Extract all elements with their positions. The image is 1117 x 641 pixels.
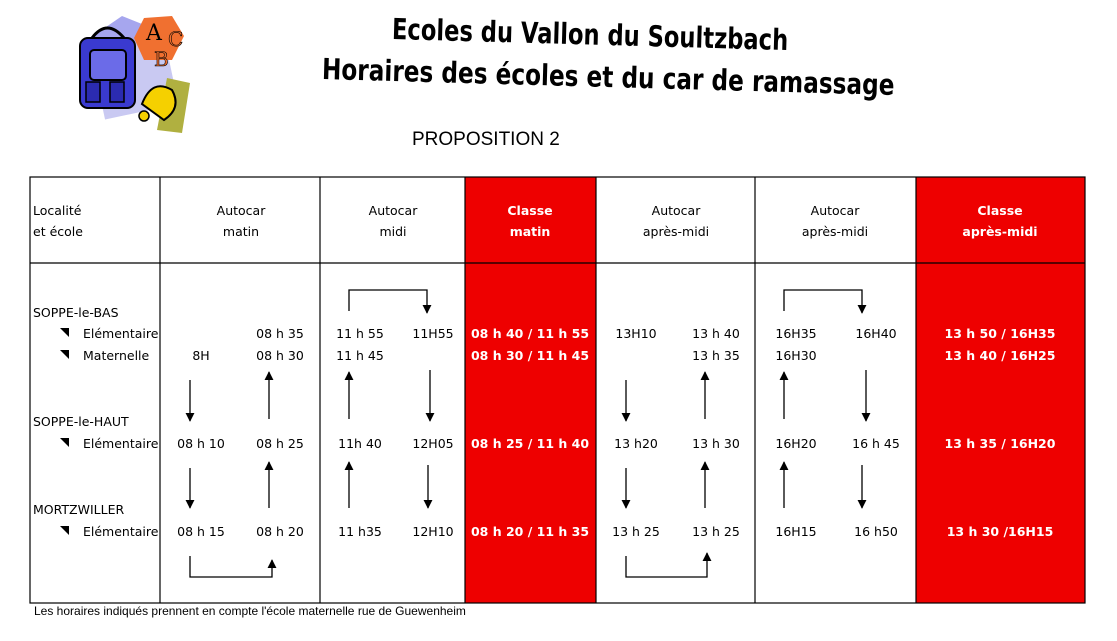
time-cell: 16H30	[775, 348, 817, 363]
time-cell: 11 h 55	[336, 326, 384, 341]
school-elementaire: Elémentaire	[83, 326, 159, 341]
header-autocar-midi-sub: midi	[379, 224, 407, 239]
svg-text:C: C	[168, 27, 184, 51]
time-cell: 08 h 10	[177, 436, 225, 451]
time-cell: 11 h35	[338, 524, 382, 539]
time-cell: 12H05	[412, 436, 454, 451]
time-cell: 08 h 35	[256, 326, 304, 341]
header-autocar-apres-midi-1: Autocar	[651, 203, 701, 218]
header-classe-matin-sub: matin	[509, 224, 551, 239]
time-cell: 13 h20	[614, 436, 658, 451]
class-time-cell: 13 h 40 / 16H25	[944, 348, 1056, 363]
time-cell: 13H10	[615, 326, 657, 341]
header-classe-apres-midi: Classe	[977, 203, 1023, 218]
header-autocar-midi: Autocar	[368, 203, 418, 218]
header-autocar-apres-midi-1-sub: après-midi	[642, 224, 710, 239]
school-elementaire: Elémentaire	[83, 524, 159, 539]
svg-text:A: A	[146, 21, 162, 46]
main-title: Ecoles du Vallon du Soultzbach	[391, 12, 789, 58]
time-cell: 08 h 20	[256, 524, 304, 539]
class-time-cell: 13 h 50 / 16H35	[944, 326, 1056, 341]
header-classe-apres-midi-sub: après-midi	[962, 224, 1038, 239]
time-cell: 16 h 45	[852, 436, 900, 451]
time-cell: 13 h 25	[692, 524, 740, 539]
locality-soppe-le-bas: SOPPE-le-BAS	[33, 305, 119, 320]
classe-apres-midi-column	[916, 177, 1085, 603]
time-cell: 13 h 40	[692, 326, 740, 341]
time-cell: 11H55	[412, 326, 454, 341]
header-autocar-matin-sub: matin	[222, 224, 260, 239]
bullet-icon	[60, 438, 69, 447]
header-autocar-matin: Autocar	[216, 203, 266, 218]
time-cell: 13 h 35	[692, 348, 740, 363]
class-time-cell: 13 h 35 / 16H20	[944, 436, 1056, 451]
class-time-cell: 13 h 30 /16H15	[946, 524, 1054, 539]
school-elementaire: Elémentaire	[83, 436, 159, 451]
time-cell: 13 h 30	[692, 436, 740, 451]
time-cell: 16H20	[775, 436, 817, 451]
time-cell: 08 h 25	[256, 436, 304, 451]
class-time-cell: 08 h 20 / 11 h 35	[470, 524, 590, 539]
time-cell: 8H	[192, 348, 210, 363]
time-cell: 08 h 15	[177, 524, 225, 539]
header-localite: Localité	[33, 203, 82, 218]
time-cell: 16H35	[775, 326, 817, 341]
subtitle: Horaires des écoles et du car de ramassage	[321, 52, 895, 102]
time-cell: 16H40	[855, 326, 897, 341]
svg-text:B: B	[154, 47, 169, 71]
bullet-icon	[60, 526, 69, 535]
proposition-label: PROPOSITION 2	[412, 129, 560, 150]
time-cell: 16 h50	[854, 524, 898, 539]
bullet-icon	[60, 350, 69, 359]
time-cell: 11 h 45	[336, 348, 384, 363]
class-time-cell: 08 h 30 / 11 h 45	[470, 348, 590, 363]
footnote: Les horaires indiqués prennent en compte l'école maternelle rue de Guewenheim	[34, 604, 466, 618]
time-cell: 12H10	[412, 524, 454, 539]
classe-matin-column	[465, 177, 596, 603]
class-time-cell: 08 h 40 / 11 h 55	[470, 326, 590, 341]
header-autocar-apres-midi-2: Autocar	[810, 203, 860, 218]
time-cell: 11h 40	[338, 436, 382, 451]
header-et-ecole: et école	[33, 224, 83, 239]
time-cell: 13 h 25	[612, 524, 660, 539]
header-autocar-apres-midi-2-sub: après-midi	[801, 224, 869, 239]
locality-soppe-le-haut: SOPPE-le-HAUT	[33, 414, 129, 429]
class-time-cell: 08 h 25 / 11 h 40	[470, 436, 590, 451]
bullet-icon	[60, 328, 69, 337]
school-maternelle: Maternelle	[83, 348, 150, 363]
time-cell: 16H15	[775, 524, 817, 539]
locality-mortzwiller: MORTZWILLER	[33, 502, 125, 517]
header-classe-matin: Classe	[507, 203, 553, 218]
time-cell: 08 h 30	[256, 348, 304, 363]
